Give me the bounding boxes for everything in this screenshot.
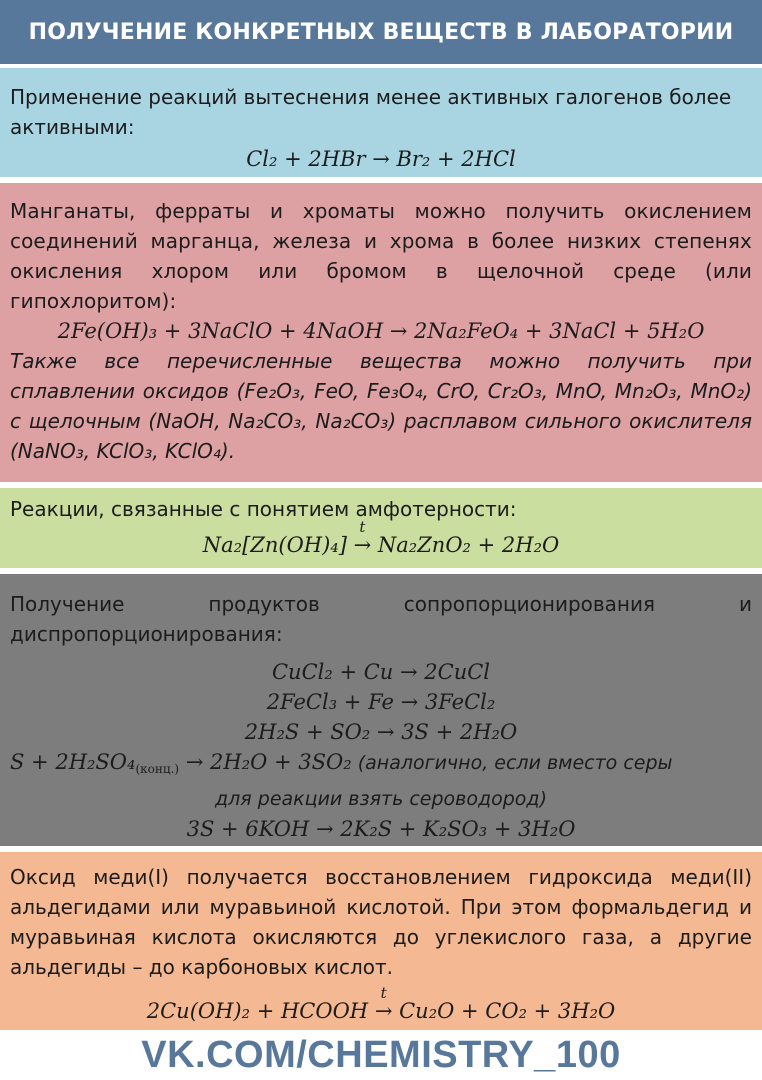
section-comproportionation [0,574,762,846]
section5-equation [10,984,752,1026]
section2-note: Также все перечисленные вещества можно получить при сплавлении оксидов (Fe₂O₃, FeO, Fe₃O₄, CrO, Cr₂O₃, MnO, Mn₂O₃, MnO₂) с щелочным (NaOH, Na₂CO₃, Na₂CO₃) расплавом сильного окислителя (NaNO₃, KClO₃, KClO₄). [10,349,752,463]
section5-text: Оксид меди(I) получается восстановлением гидроксида меди(II) альдегидами или муравьиной кислотой. При этом формальдегид и муравьиная кислота окисляются до углекислого газа, а другие альдегиды – до карбоновых кислот. [10,865,752,979]
section2-equation: 2Fe(OH)₃ + 3NaClO + 4NaOH → 2Na₂FeO₄ + 3NaCl + 5H₂O [57,319,705,343]
section5-equation-rhs: Cu₂O + CO₂ + 3H₂O [399,999,616,1023]
section3-equation [10,518,752,560]
section1-text: Применение реакций вытеснения менее активных галогенов более активными: [10,85,732,139]
footer-link-text[interactable]: VK.COM/CHEMISTRY_100 [141,1033,621,1076]
section2-text: Манганаты, ферраты и хроматы можно получить окислением соединений марганца, железа и хрома в более низких степенях окисления хлором или бромом в щелочной среде (или гипохлоритом): [10,199,752,313]
heat-label: t [359,518,366,536]
section-amphoterism [0,488,762,568]
section4-eq4 [10,747,752,784]
footer-link[interactable] [0,1030,762,1080]
section-copper-oxide [0,852,762,1030]
section4-eq2: 2FeCl₃ + Fe → 3FeCl₂ [266,690,496,714]
section3-equation-rhs: Na₂ZnO₂ + 2H₂O [377,533,560,557]
section4-eq5: 3S + 6KOH → 2K₂S + K₂SO₃ + 3H₂O [186,817,576,841]
page-header [0,0,762,64]
section4-eq1: CuCl₂ + Cu → 2CuCl [271,660,491,684]
section3-equation-lhs: Na₂[Zn(OH)₄] [202,533,347,557]
section4-eq4-products: → 2H₂O + 3SO₂ [179,750,352,774]
section4-eq4-conc: (конц.) [135,762,180,776]
section3-text: Реакции, связанные с понятием амфотерности: [10,497,517,521]
section-halogen-displacement [0,68,762,177]
heat-arrow: t → [375,996,393,1026]
heat-arrow: t → [354,530,372,560]
page-title: ПОЛУЧЕНИЕ КОНКРЕТНЫХ ВЕЩЕСТВ В ЛАБОРАТОРИИ [28,19,734,45]
heat-label: t [380,984,387,1002]
section4-eq4-note-cont: для реакции взять сероводород) [215,788,547,810]
section5-equation-lhs: 2Cu(OH)₂ + HCOOH [146,999,369,1023]
section1-equation: Cl₂ + 2HBr → Br₂ + 2HCl [246,147,516,171]
section-manganates-ferrates-chromates [0,183,762,482]
section4-text: Получение продуктов сопропорционирования и диспропорционирования: [10,592,752,646]
section4-eq4-note: (аналогично, если вместо серы [351,752,673,774]
section4-eq4-formula: S + 2H₂SO₄ [10,750,136,774]
section4-eq3: 2H₂S + SO₂ → 3S + 2H₂O [244,720,518,744]
